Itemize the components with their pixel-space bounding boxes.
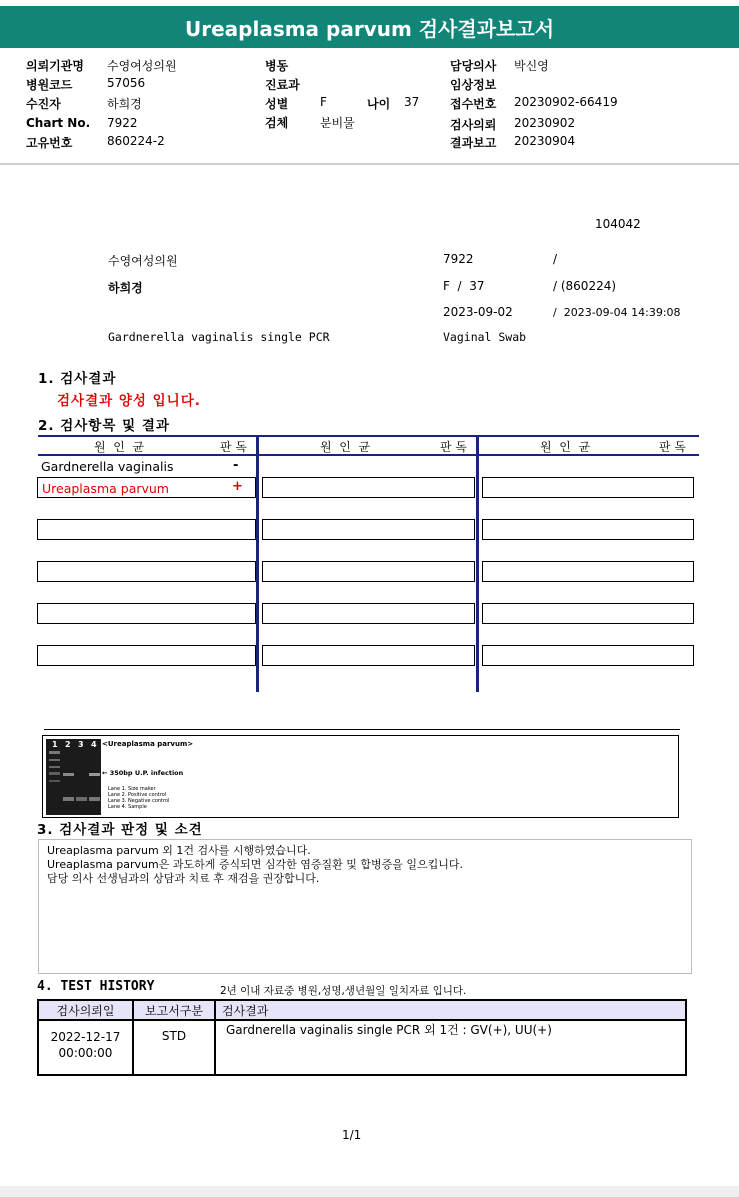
section1-title: 1. 검사결과 — [38, 371, 117, 387]
empty-result-cell — [482, 561, 694, 582]
gel-lane-1: 1 — [52, 740, 58, 749]
header-label-sex: 성별 — [265, 97, 289, 111]
page-number: 1/1 — [342, 1128, 362, 1142]
empty-result-cell — [482, 645, 694, 666]
header-label-report-date: 결과보고 — [450, 136, 497, 150]
pathogen-name: Gardnerella vaginalis — [41, 459, 174, 474]
header-value-doctor: 박신영 — [514, 59, 549, 73]
header-value-age: 37 — [404, 95, 420, 109]
report-title: Ureaplasma parvum 검사결과보고서 — [184, 17, 555, 41]
history-header-result: 검사결과 — [222, 1004, 269, 1018]
section3-title: 3. 검사결과 판정 및 소견 — [37, 822, 203, 838]
header-label-unique-no: 고유번호 — [26, 136, 73, 150]
gel-legend-item: Lane 4. Sample — [108, 804, 147, 810]
col-header-judge-1: 판 독 — [220, 440, 247, 454]
empty-result-cell — [262, 477, 475, 498]
header-label-ward: 병동 — [265, 59, 289, 73]
summary-birth: / (860224) — [553, 279, 617, 293]
summary-code: 104042 — [595, 217, 641, 231]
header-value-specimen: 분비물 — [320, 116, 355, 130]
header-label-doctor: 담당의사 — [450, 59, 497, 73]
grid-column-divider-2 — [476, 435, 479, 692]
gel-band-label: ← 350bp U.P. infection — [102, 769, 184, 777]
empty-result-cell — [482, 477, 694, 498]
header-value-clinic: 수영여성의원 — [107, 59, 177, 73]
summary-clinic: 수영여성의원 — [108, 254, 178, 268]
col-header-pathogen-1: 원 인 균 — [94, 440, 145, 454]
gel-title: <Ureaplasma parvum> — [102, 740, 194, 748]
empty-result-cell — [37, 561, 256, 582]
summary-request-date: 2023-09-02 — [443, 305, 513, 319]
grid-column-divider-1 — [256, 435, 259, 692]
empty-result-cell — [262, 561, 475, 582]
page-footer-band — [0, 1186, 739, 1197]
pathogen-name: Ureaplasma parvum — [42, 481, 169, 496]
summary-report-datetime: / 2023-09-04 14:39:08 — [553, 306, 681, 319]
summary-sex-age: F / 37 — [443, 279, 485, 293]
grid-top-line — [38, 435, 699, 437]
col-header-judge-2: 판 독 — [440, 440, 467, 454]
gel-lane-3: 3 — [78, 740, 84, 749]
header-label-patient: 수진자 — [26, 97, 61, 111]
history-row-date-day: 2022-12-17 — [50, 1030, 121, 1044]
opinion-text — [47, 844, 463, 886]
header-value-chart-no: 7922 — [107, 116, 138, 130]
header-label-chart-no: Chart No. — [26, 116, 91, 130]
history-row-date-time: 00:00:00 — [58, 1046, 113, 1060]
opinion-line: 담당 의사 선생님과의 상담과 치료 후 재검을 권장합니다. — [47, 872, 320, 885]
header-value-report-date: 20230904 — [514, 134, 576, 148]
header-value-patient: 하희경 — [107, 97, 142, 111]
header-value-unique-no: 860224-2 — [107, 134, 165, 148]
empty-result-cell — [37, 603, 256, 624]
header-label-clinical-info: 임상정보 — [450, 78, 497, 92]
opinion-line: Ureaplasma parvum은 과도하게 증식되면 심각한 염증질환 및 합병증을 일으킵니다. — [47, 858, 463, 871]
header-label-hospital-code: 병원코드 — [26, 78, 73, 92]
gel-legend-item: Lane 2. Positive control — [108, 792, 167, 798]
history-row-type: STD — [161, 1029, 187, 1043]
gel-legend-item: Lane 1. Size maker — [108, 786, 156, 792]
history-header-date: 검사의뢰일 — [56, 1004, 115, 1018]
empty-result-cell — [482, 603, 694, 624]
header-label-clinic: 의뢰기관명 — [26, 59, 84, 73]
section4-title: 4. TEST HISTORY — [37, 979, 155, 994]
empty-result-cell — [37, 519, 256, 540]
gel-separator — [44, 729, 680, 730]
history-row-result: Gardnerella vaginalis single PCR 외 1건 : GV(+), UU(+) — [226, 1023, 552, 1037]
header-label-receipt-no: 접수번호 — [450, 97, 497, 111]
summary-specimen: Vaginal Swab — [443, 330, 527, 344]
gel-lane-2: 2 — [65, 740, 71, 749]
section2-title: 2. 검사항목 및 결과 — [38, 418, 170, 434]
opinion-line: Ureaplasma parvum 외 1건 검사를 시행하였습니다. — [47, 844, 311, 857]
empty-result-cell — [37, 645, 256, 666]
history-header-type: 보고서구분 — [145, 1004, 203, 1018]
gel-lane-4: 4 — [91, 740, 97, 749]
header-separator — [0, 163, 739, 165]
col-header-judge-3: 판 독 — [659, 440, 686, 454]
history-col-divider-2 — [214, 1001, 216, 1074]
header-value-sex: F — [320, 95, 327, 109]
summary-chart: 7922 — [443, 252, 474, 266]
history-row-date — [39, 1029, 132, 1061]
header-label-department: 진료과 — [265, 78, 300, 92]
col-header-pathogen-3: 원 인 균 — [540, 440, 591, 454]
empty-result-cell — [482, 519, 694, 540]
result-positive-text: 검사결과 양성 입니다. — [57, 393, 201, 409]
summary-patient: 하희경 — [108, 281, 143, 295]
empty-result-cell — [262, 645, 475, 666]
gel-electrophoresis-image — [46, 739, 101, 815]
header-value-request-date: 20230902 — [514, 116, 576, 130]
history-note: 2년 이내 자료중 병원,성명,생년월일 일치자료 입니다. — [220, 985, 467, 997]
summary-test-name: Gardnerella vaginalis single PCR — [108, 330, 330, 344]
summary-slash: / — [553, 252, 558, 266]
header-value-receipt-no: 20230902-66419 — [514, 95, 618, 109]
empty-result-cell — [262, 603, 475, 624]
pathogen-result: + — [232, 479, 243, 494]
gel-legend-item: Lane 3. Negative control — [108, 798, 170, 804]
empty-result-cell — [262, 519, 475, 540]
header-value-hospital-code: 57056 — [107, 76, 146, 90]
header-label-request-date: 검사의뢰 — [450, 118, 497, 132]
pathogen-result: - — [233, 458, 239, 473]
gel-bands-graphic — [46, 739, 101, 815]
gel-legend — [108, 786, 169, 810]
header-label-specimen: 검체 — [265, 116, 289, 130]
header-label-age: 나이 — [367, 97, 391, 111]
col-header-pathogen-2: 원 인 균 — [320, 440, 371, 454]
